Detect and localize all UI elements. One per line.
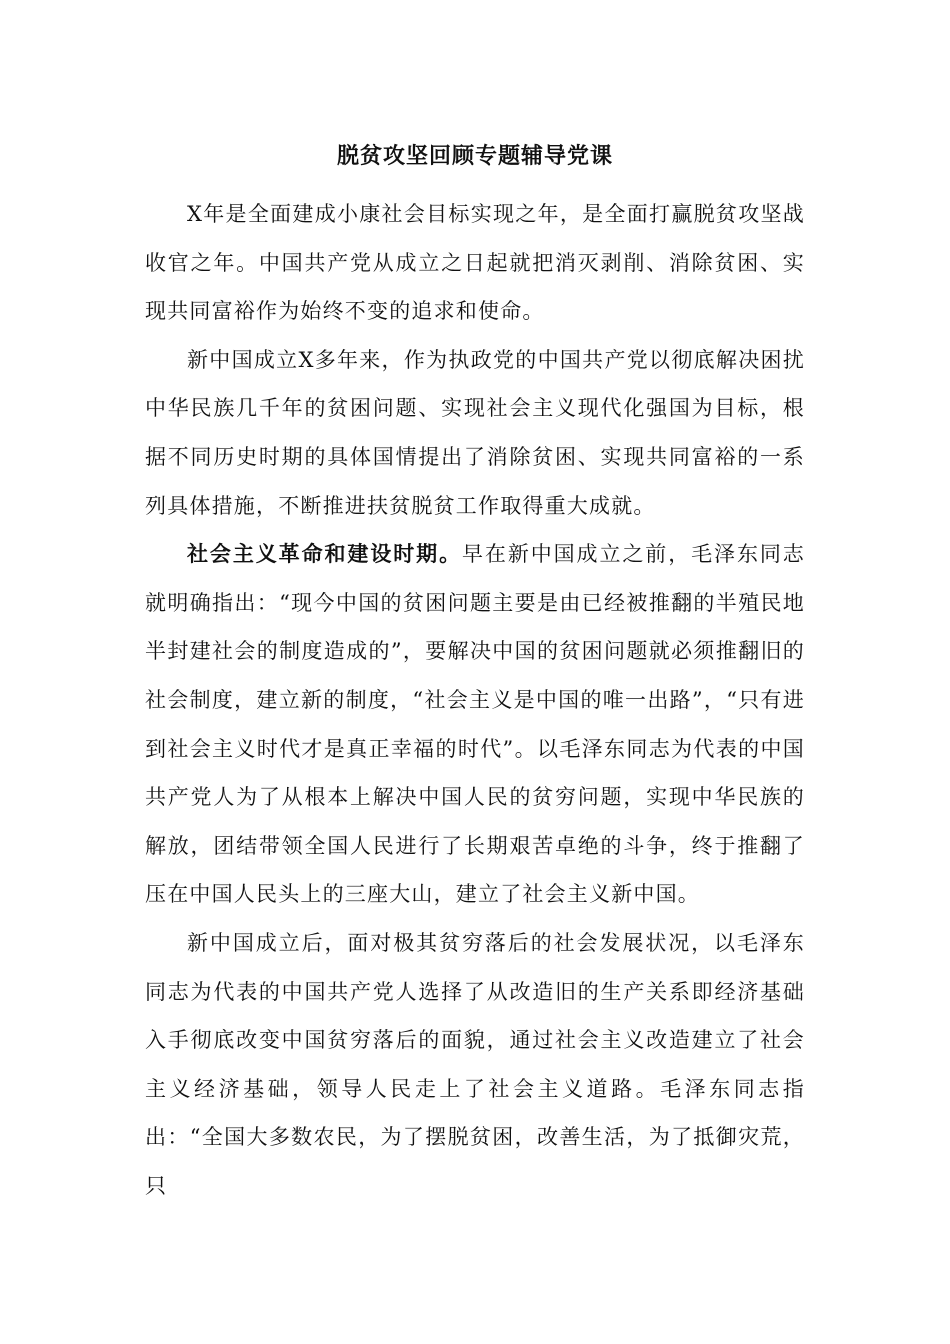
paragraph-4-text: 新中国成立后，面对极其贫穷落后的社会发展状况，以毛泽东同志为代表的中国共产党人选择了从改造旧的生产关系即经济基础入手彻底改变中国贫穷落后的面貌，通过社会主义改造建立了社会主义经济基础，领导人民走上了社会主义道路。毛泽东同志指出：“全国大多数农民，为了摆脱贫困，改善生活，为了抵御灾荒，只 — [145, 930, 805, 1198]
paragraph-1 — [145, 190, 805, 336]
document-title: 脱贫攻坚回顾专题辅导党课 — [336, 143, 613, 169]
paragraph-2-text: 新中国成立X多年来，作为执政党的中国共产党以彻底解决困扰中华民族几千年的贫困问题、实现社会主义现代化强国为目标，根据不同历史时期的具体国情提出了消除贫困、实现共同富裕的一系列具体措施，不断推进扶贫脱贫工作取得重大成就。 — [145, 347, 805, 518]
paragraph-2 — [145, 336, 805, 530]
paragraph-4 — [145, 919, 805, 1211]
paragraph-3 — [145, 530, 805, 919]
paragraph-1-text: X年是全面建成小康社会目标实现之年，是全面打赢脱贫攻坚战收官之年。中国共产党从成立之日起就把消灭剥削、消除贫困、实现共同富裕作为始终不变的追求和使命。 — [145, 202, 805, 324]
paragraph-3-text: 早在新中国成立之前，毛泽东同志就明确指出：“现今中国的贫困问题主要是由已经被推翻的半殖民地半封建社会的制度造成的”，要解决中国的贫困问题就必须推翻旧的社会制度，建立新的制度，“社会主义是中国的唯一出路”，“只有进到社会主义时代才是真正幸福的时代”。以毛泽东同志为代表的中国共产党人为了从根本上解决中国人民的贫穷问题，实现中华民族的解放，团结带领全国人民进行了长期艰苦卓绝的斗争，终于推翻了压在中国人民头上的三座大山，建立了社会主义新中国。 — [145, 542, 805, 907]
document-body — [145, 190, 805, 1210]
paragraph-3-lead: 社会主义革命和建设时期。 — [187, 541, 462, 567]
